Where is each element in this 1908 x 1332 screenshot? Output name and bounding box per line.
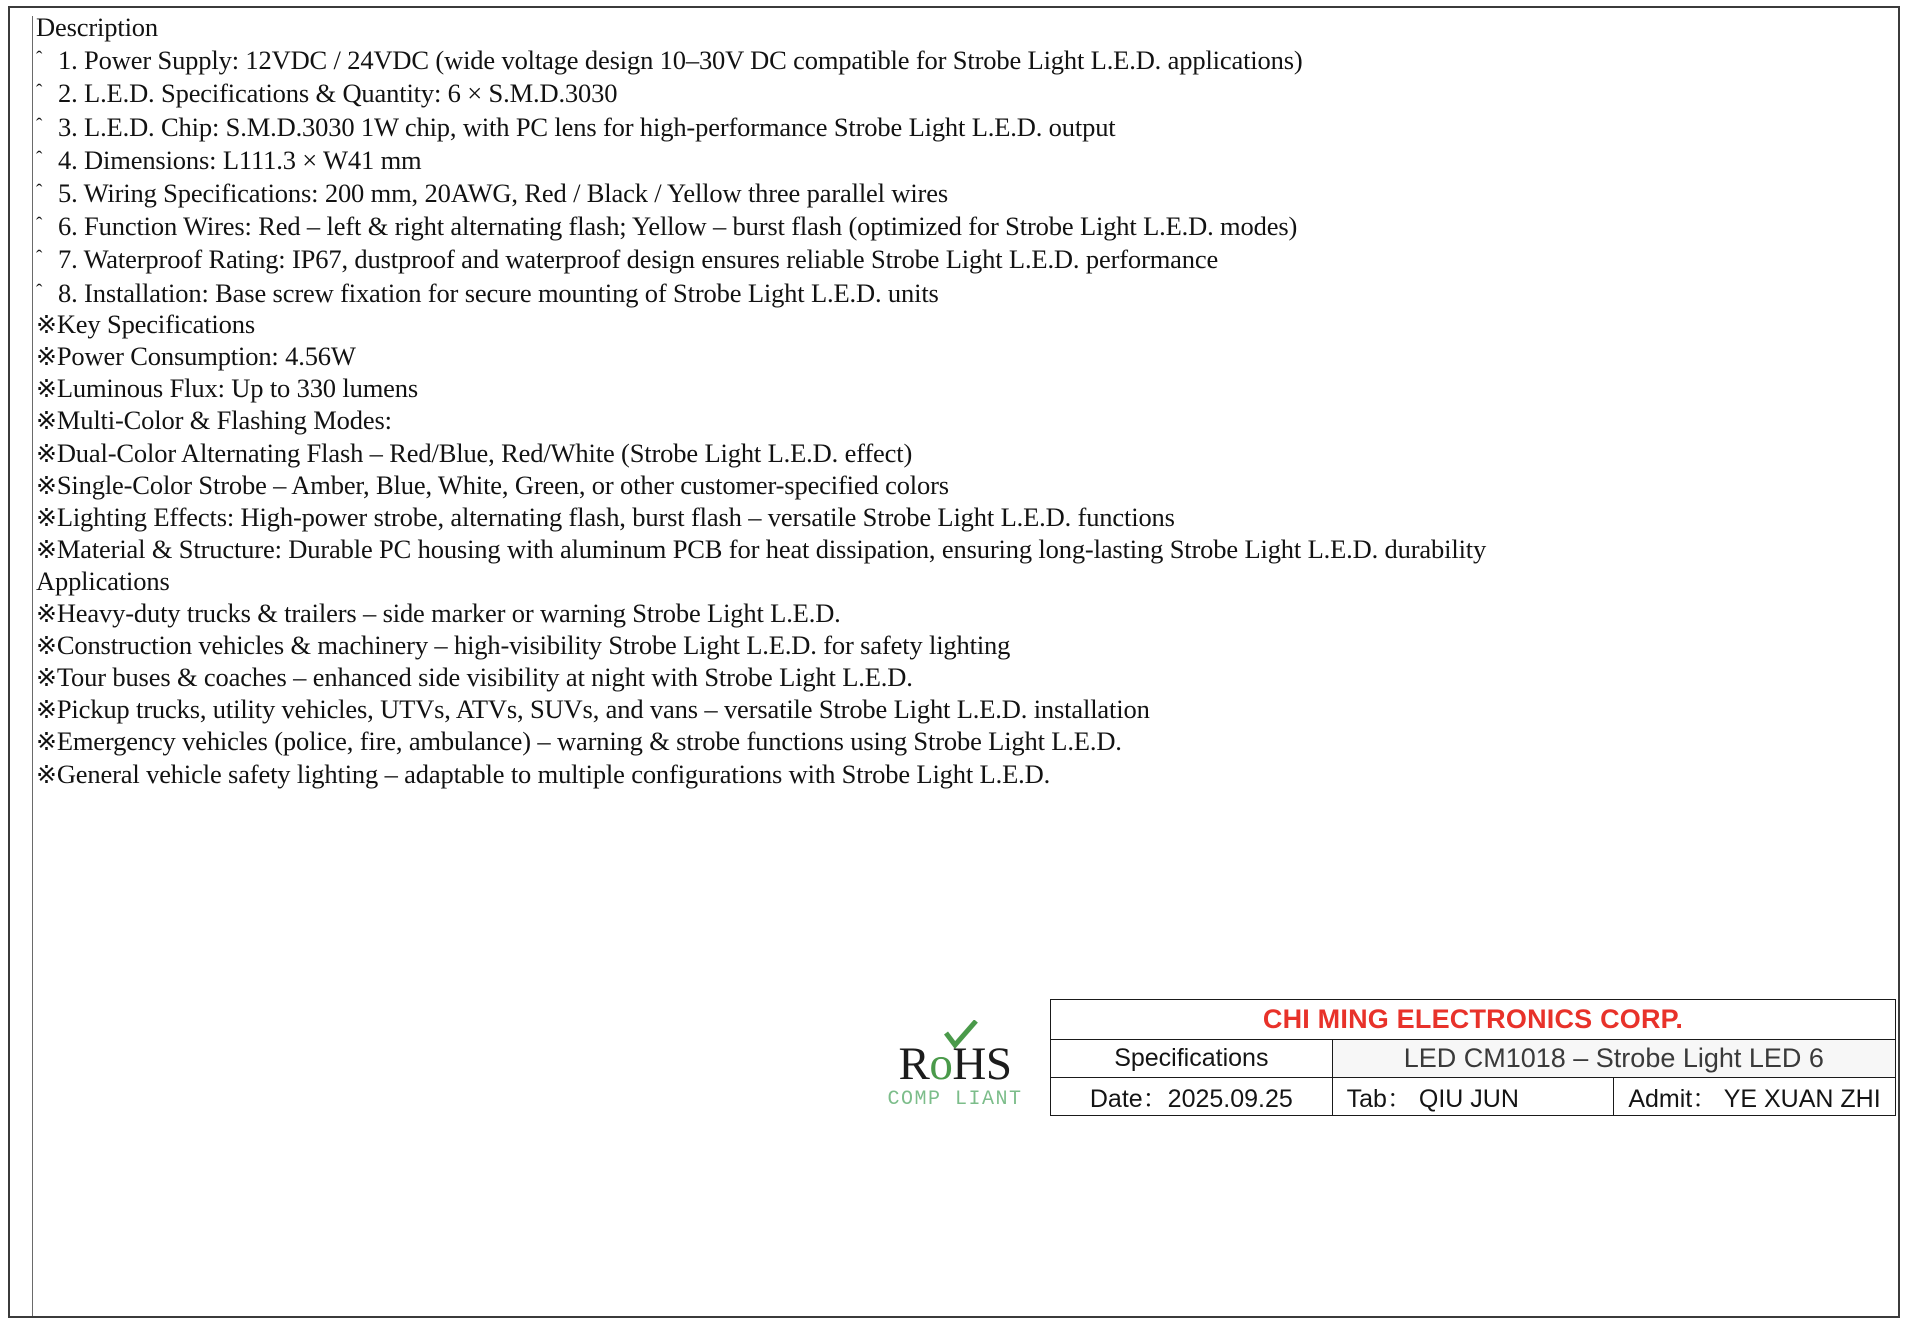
application-item-2 <box>36 630 1876 662</box>
rohs-letters-hs: HS <box>952 1038 1012 1090</box>
title-block-table <box>1050 999 1896 1116</box>
description-item-5 <box>36 176 1876 209</box>
description-item-2 <box>36 76 1876 109</box>
spec-item-5 <box>36 438 1876 470</box>
spec-item-8 <box>36 534 1876 566</box>
application-item-5 <box>36 726 1876 758</box>
caret-marker-icon: ˆ <box>36 280 43 302</box>
reference-mark-icon: ※ <box>36 344 57 372</box>
rohs-compliant-logo <box>866 1022 1044 1118</box>
caret-marker-icon: ˆ <box>36 147 43 169</box>
spec-item-2-text: Power Consumption: 4.56W <box>56 341 356 372</box>
description-item-6 <box>36 209 1876 242</box>
description-item-7 <box>36 242 1876 275</box>
caret-marker-icon: ˆ <box>36 114 43 136</box>
spec-item-4-text: Multi-Color & Flashing Modes: <box>56 405 392 436</box>
description-item-4-text: 4. Dimensions: L111.3 × W41 mm <box>58 144 422 175</box>
application-item-1 <box>36 598 1876 630</box>
reference-mark-icon: ※ <box>36 761 57 789</box>
application-item-1-text: Heavy-duty trucks & trailers – side marker or warning Strobe Light L.E.D. <box>56 597 841 628</box>
reference-mark-icon: ※ <box>36 408 57 436</box>
caret-marker-icon: ˆ <box>36 48 43 70</box>
caret-marker-icon: ˆ <box>36 247 43 269</box>
description-item-8-text: 8. Installation: Base screw fixation for secure mounting of Strobe Light L.E.D. units <box>58 277 939 308</box>
applications-section-title: Applications <box>36 566 170 597</box>
description-item-5-text: 5. Wiring Specifications: 200 mm, 20AWG, Red / Black / Yellow three parallel wires <box>58 178 949 209</box>
application-item-4-text: Pickup trucks, utility vehicles, UTVs, ATVs, SUVs, and vans – versatile Strobe Light L.E.D. installation <box>56 694 1150 725</box>
table-row <box>1051 1000 1896 1040</box>
description-item-3-text: 3. L.E.D. Chip: S.M.D.3030 1W chip, with PC lens for high-performance Strobe Light L.E.D. output <box>58 111 1116 142</box>
application-item-6 <box>36 759 1876 791</box>
spec-item-1 <box>36 309 1876 341</box>
admit-cell: Admit： YE XUAN ZHI <box>1614 1078 1896 1116</box>
rohs-letter-o: o <box>929 1038 953 1090</box>
spec-item-7-text: Lighting Effects: High-power strobe, alternating flash, burst flash – versatile Strobe Light L.E.D. functions <box>56 502 1175 533</box>
application-item-2-text: Construction vehicles & machinery – high-visibility Strobe Light L.E.D. for safety lighting <box>56 629 1011 660</box>
specification-text-body <box>36 12 1876 791</box>
reference-mark-icon: ※ <box>36 697 57 725</box>
description-item-8 <box>36 276 1876 309</box>
reference-mark-icon: ※ <box>36 537 57 565</box>
document-page-frame <box>8 6 1900 1318</box>
reference-mark-icon: ※ <box>36 600 57 628</box>
spec-item-6 <box>36 470 1876 502</box>
table-row <box>1051 1040 1896 1078</box>
application-item-3 <box>36 662 1876 694</box>
caret-marker-icon: ˆ <box>36 81 43 103</box>
date-cell: Date：2025.09.25 <box>1051 1078 1333 1116</box>
rohs-letter-r: R <box>898 1038 930 1090</box>
application-item-4 <box>36 694 1876 726</box>
reference-mark-icon: ※ <box>36 311 57 339</box>
rohs-subtitle: COMP LIANT <box>887 1088 1023 1111</box>
rohs-wordmark <box>866 1040 1044 1089</box>
reference-mark-icon: ※ <box>36 440 57 468</box>
spec-item-1-text: Key Specifications <box>56 308 256 339</box>
reference-mark-icon: ※ <box>36 505 57 533</box>
spec-item-2 <box>36 341 1876 373</box>
tab-cell: Tab： QIU JUN <box>1332 1078 1614 1116</box>
description-item-1-text: 1. Power Supply: 12VDC / 24VDC (wide voltage design 10–30V DC compatible for Strobe Light L.E.D. applications) <box>58 45 1303 76</box>
product-name-cell: LED CM1018 – Strobe Light LED 6 <box>1332 1040 1895 1078</box>
reference-mark-icon: ※ <box>36 632 57 660</box>
description-item-3 <box>36 110 1876 143</box>
application-item-3-text: Tour buses & coaches – enhanced side visibility at night with Strobe Light L.E.D. <box>56 662 913 693</box>
application-item-6-text: General vehicle safety lighting – adaptable to multiple configurations with Strobe Light L.E.D. <box>56 758 1051 789</box>
caret-marker-icon: ˆ <box>36 181 43 203</box>
spec-item-7 <box>36 502 1876 534</box>
spec-item-3 <box>36 373 1876 405</box>
spec-item-3-text: Luminous Flux: Up to 330 lumens <box>56 373 419 404</box>
spec-item-8-text: Material & Structure: Durable PC housing with aluminum PCB for heat dissipation, ensuring long-lasting Strobe Light L.E.D. durability <box>56 534 1487 565</box>
table-row <box>1051 1078 1896 1116</box>
spec-item-6-text: Single-Color Strobe – Amber, Blue, White, Green, or other customer-specified colors <box>56 469 949 500</box>
specifications-label-cell: Specifications <box>1051 1040 1333 1078</box>
spec-item-5-text: Dual-Color Alternating Flash – Red/Blue, Red/White (Strobe Light L.E.D. effect) <box>56 437 913 468</box>
company-name-cell: CHI MING ELECTRONICS CORP. <box>1051 1000 1896 1040</box>
reference-mark-icon: ※ <box>36 472 57 500</box>
description-item-2-text: 2. L.E.D. Specifications & Quantity: 6 × S.M.D.3030 <box>58 78 618 109</box>
description-item-1 <box>36 43 1876 76</box>
reference-mark-icon: ※ <box>36 376 57 404</box>
spec-item-4 <box>36 405 1876 437</box>
description-item-6-text: 6. Function Wires: Red – left & right alternating flash; Yellow – burst flash (optimized for Strobe Light L.E.D. modes) <box>58 211 1298 242</box>
description-section-title: Description <box>36 12 158 42</box>
description-item-7-text: 7. Waterproof Rating: IP67, dustproof and waterproof design ensures reliable Strobe Light L.E.D. performance <box>58 244 1219 275</box>
inner-left-rule <box>32 16 33 1316</box>
caret-marker-icon: ˆ <box>36 214 43 236</box>
reference-mark-icon: ※ <box>36 729 57 757</box>
description-item-4 <box>36 143 1876 176</box>
application-item-5-text: Emergency vehicles (police, fire, ambulance) – warning & strobe functions using Strobe Light L.E.D. <box>56 726 1122 757</box>
reference-mark-icon: ※ <box>36 665 57 693</box>
